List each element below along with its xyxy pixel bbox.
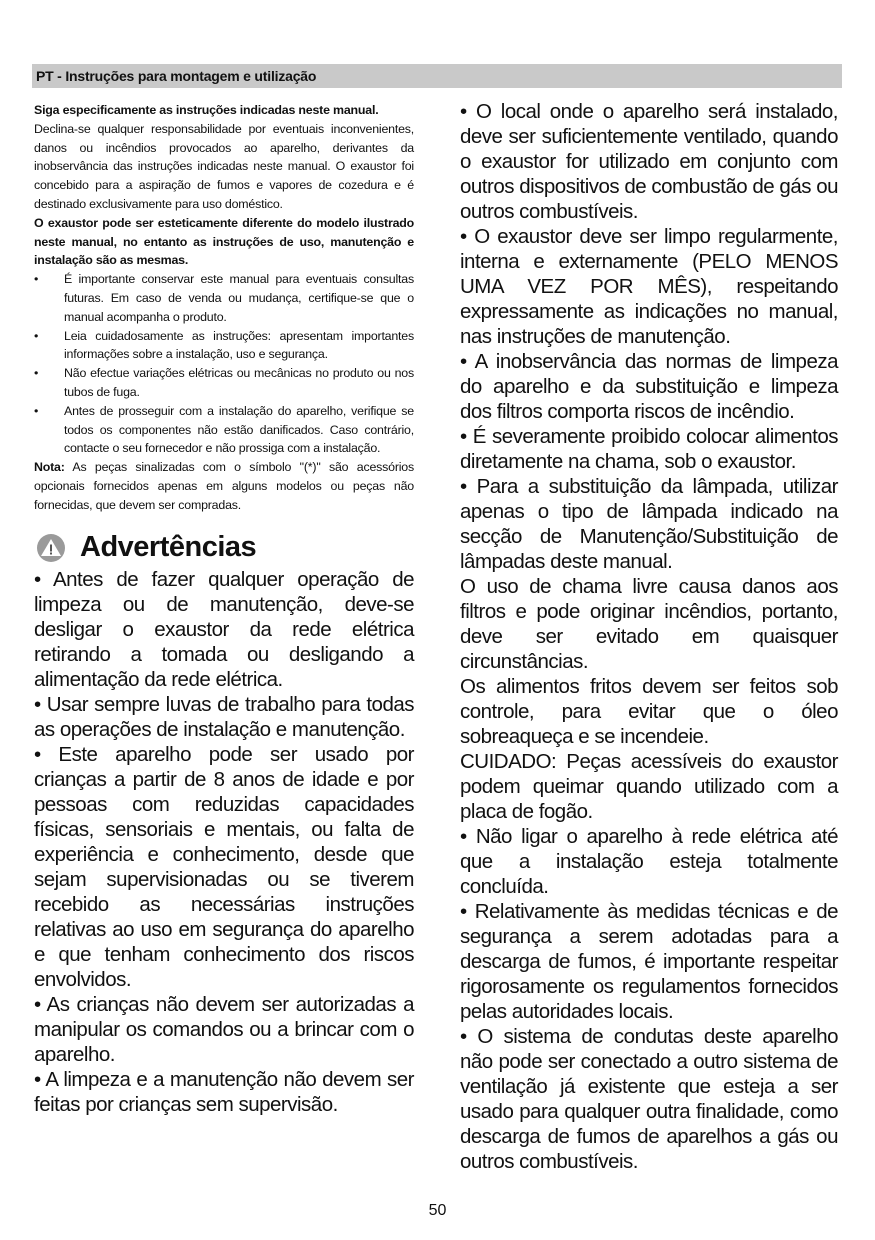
intro-text: Declina-se qualquer responsabilidade por eventuais inconvenientes, danos ou incêndios provocados ao aparelho, derivantes da inobservância das instruções indicadas neste manual. O exaustor foi concebido para a aspiração de fumos e vapores de cozedura e é destinado exclusivamente para uso doméstico. [34, 121, 414, 211]
list-item-text: Leia cuidadosamente as instruções: apresentam importantes informações sobre a instalação, uso e segurança. [64, 328, 414, 362]
warning-item: • É severamente proibido colocar alimentos diretamente na chama, sob o exaustor. [460, 425, 838, 473]
warning-item: • Não ligar o aparelho à rede elétrica até que a instalação esteja totalmente concluída. [460, 825, 838, 898]
section-header-bar [32, 64, 842, 88]
note-text: As peças sinalizadas com o símbolo "(*)" são acessórios opcionais fornecidos apenas em alguns modelos ou peças não fornecidas, que devem ser compradas. [34, 460, 414, 512]
note-label: Nota: [34, 460, 65, 475]
right-column [460, 99, 838, 1174]
list-item-text: É importante conservar este manual para eventuais consultas futuras. Em caso de venda ou mudança, certifique-se que o manual acompanha o produto. [64, 272, 414, 324]
left-column [34, 101, 414, 1117]
warnings-heading [34, 529, 414, 567]
list-item-text: Não efectue variações elétricas ou mecânicas no produto ou nos tubos de fuga. [64, 366, 414, 399]
list-item-text: Antes de prosseguir com a instalação do aparelho, verifique se todos os componentes não estão danificados. Caso contrário, contacte o seu fornecedor e não prossiga com a instalação. [64, 403, 414, 456]
warning-item: • As crianças não devem ser autorizadas a manipular os comandos ou a brincar com o aparelho. [34, 992, 414, 1066]
page-number: 50 [428, 1202, 447, 1219]
warning-item: • Para a substituição da lâmpada, utilizar apenas o tipo de lâmpada indicado na secção de Manutenção/Substituição de lâmpadas deste manual. [460, 475, 838, 573]
warning-item: • O sistema de condutas deste aparelho não pode ser conectado a outro sistema de ventilação já existente que esteja a ser usado para qualquer outra finalidade, como descarga de fumos de aparelhos a gás ou outros combustíveis. [460, 1025, 838, 1173]
warning-item: • Usar sempre luvas de trabalho para todas as operações de instalação e manutenção. [34, 692, 414, 741]
warnings-list [34, 567, 414, 1117]
warning-item: O uso de chama livre causa danos aos filtros e pode originar incêndios, portanto, deve ser evitado em quaisquer circunstâncias. [460, 575, 838, 673]
warning-icon [36, 533, 66, 563]
warnings-title: Advertências [80, 531, 257, 564]
list-item: • Não efectue variações elétricas ou mecânicas no produto ou nos tubos de fuga. [34, 366, 414, 399]
warning-item: Os alimentos fritos devem ser feitos sob controle, para evitar que o óleo sobreaqueça e se incendeie. [460, 675, 838, 748]
instruction-bullet-list [34, 270, 414, 458]
warning-item: • A limpeza e a manutenção não devem ser feitas por crianças sem supervisão. [34, 1067, 414, 1116]
section-header-title: PT - Instruções para montagem e utilização [36, 68, 317, 84]
list-item: • É importante conservar este manual para eventuais consultas futuras. Em caso de venda ou mudança, certifique-se que o manual acompanha o produto. [34, 272, 414, 324]
warning-item: • Antes de fazer qualquer operação de limpeza ou de manutenção, deve-se desligar o exaustor da rede elétrica retirando a tomada ou desligando a alimentação da rede elétrica. [34, 567, 414, 691]
list-item: • Antes de prosseguir com a instalação do aparelho, verifique se todos os componentes não estão danificados. Caso contrário, contacte o seu fornecedor e não prossiga com a instalação. [34, 403, 414, 456]
caution-item: CUIDADO: Peças acessíveis do exaustor podem queimar quando utilizado com a placa de fogão. [460, 750, 838, 823]
note-paragraph [34, 458, 414, 514]
model-difference-text: O exaustor pode ser esteticamente diferente do modelo ilustrado neste manual, no entanto as instruções de uso, manutenção e instalação são as mesmas. [34, 215, 414, 268]
warning-item: • Este aparelho pode ser usado por crianças a partir de 8 anos de idade e por pessoas com reduzidas capacidades físicas, sensoriais e mentais, ou falta de experiência e conhecimento, desde que sejam supervisionadas ou se tiverem recebido as necessárias instruções relativas ao uso em segurança do aparelho e que tenham conhecimento dos riscos envolvidos. [34, 742, 414, 991]
warning-item: • A inobservância das normas de limpeza do aparelho e da substituição e limpeza dos filtros comporta riscos de incêndio. [460, 350, 838, 423]
warning-item: • Relativamente às medidas técnicas e de segurança a serem adotadas para a descarga de fumos, é importante respeitar rigorosamente os regulamentos fornecidos pelas autoridades locais. [460, 900, 838, 1023]
warning-item: • O exaustor deve ser limpo regularmente, interna e externamente (PELO MENOS UMA VEZ POR MÊS), respeitando expressamente as indicações no manual, nas instruções de manutenção. [460, 225, 838, 348]
intro-block [34, 101, 414, 515]
list-item: • Leia cuidadosamente as instruções: apresentam importantes informações sobre a instalação, uso e segurança. [34, 328, 414, 362]
warning-item: • O local onde o aparelho será instalado, deve ser suficientemente ventilado, quando o exaustor for utilizado em conjunto com outros dispositivos de combustão de gás ou outros combustíveis. [460, 100, 838, 223]
intro-bold-text: Siga especificamente as instruções indicadas neste manual. [34, 103, 379, 117]
